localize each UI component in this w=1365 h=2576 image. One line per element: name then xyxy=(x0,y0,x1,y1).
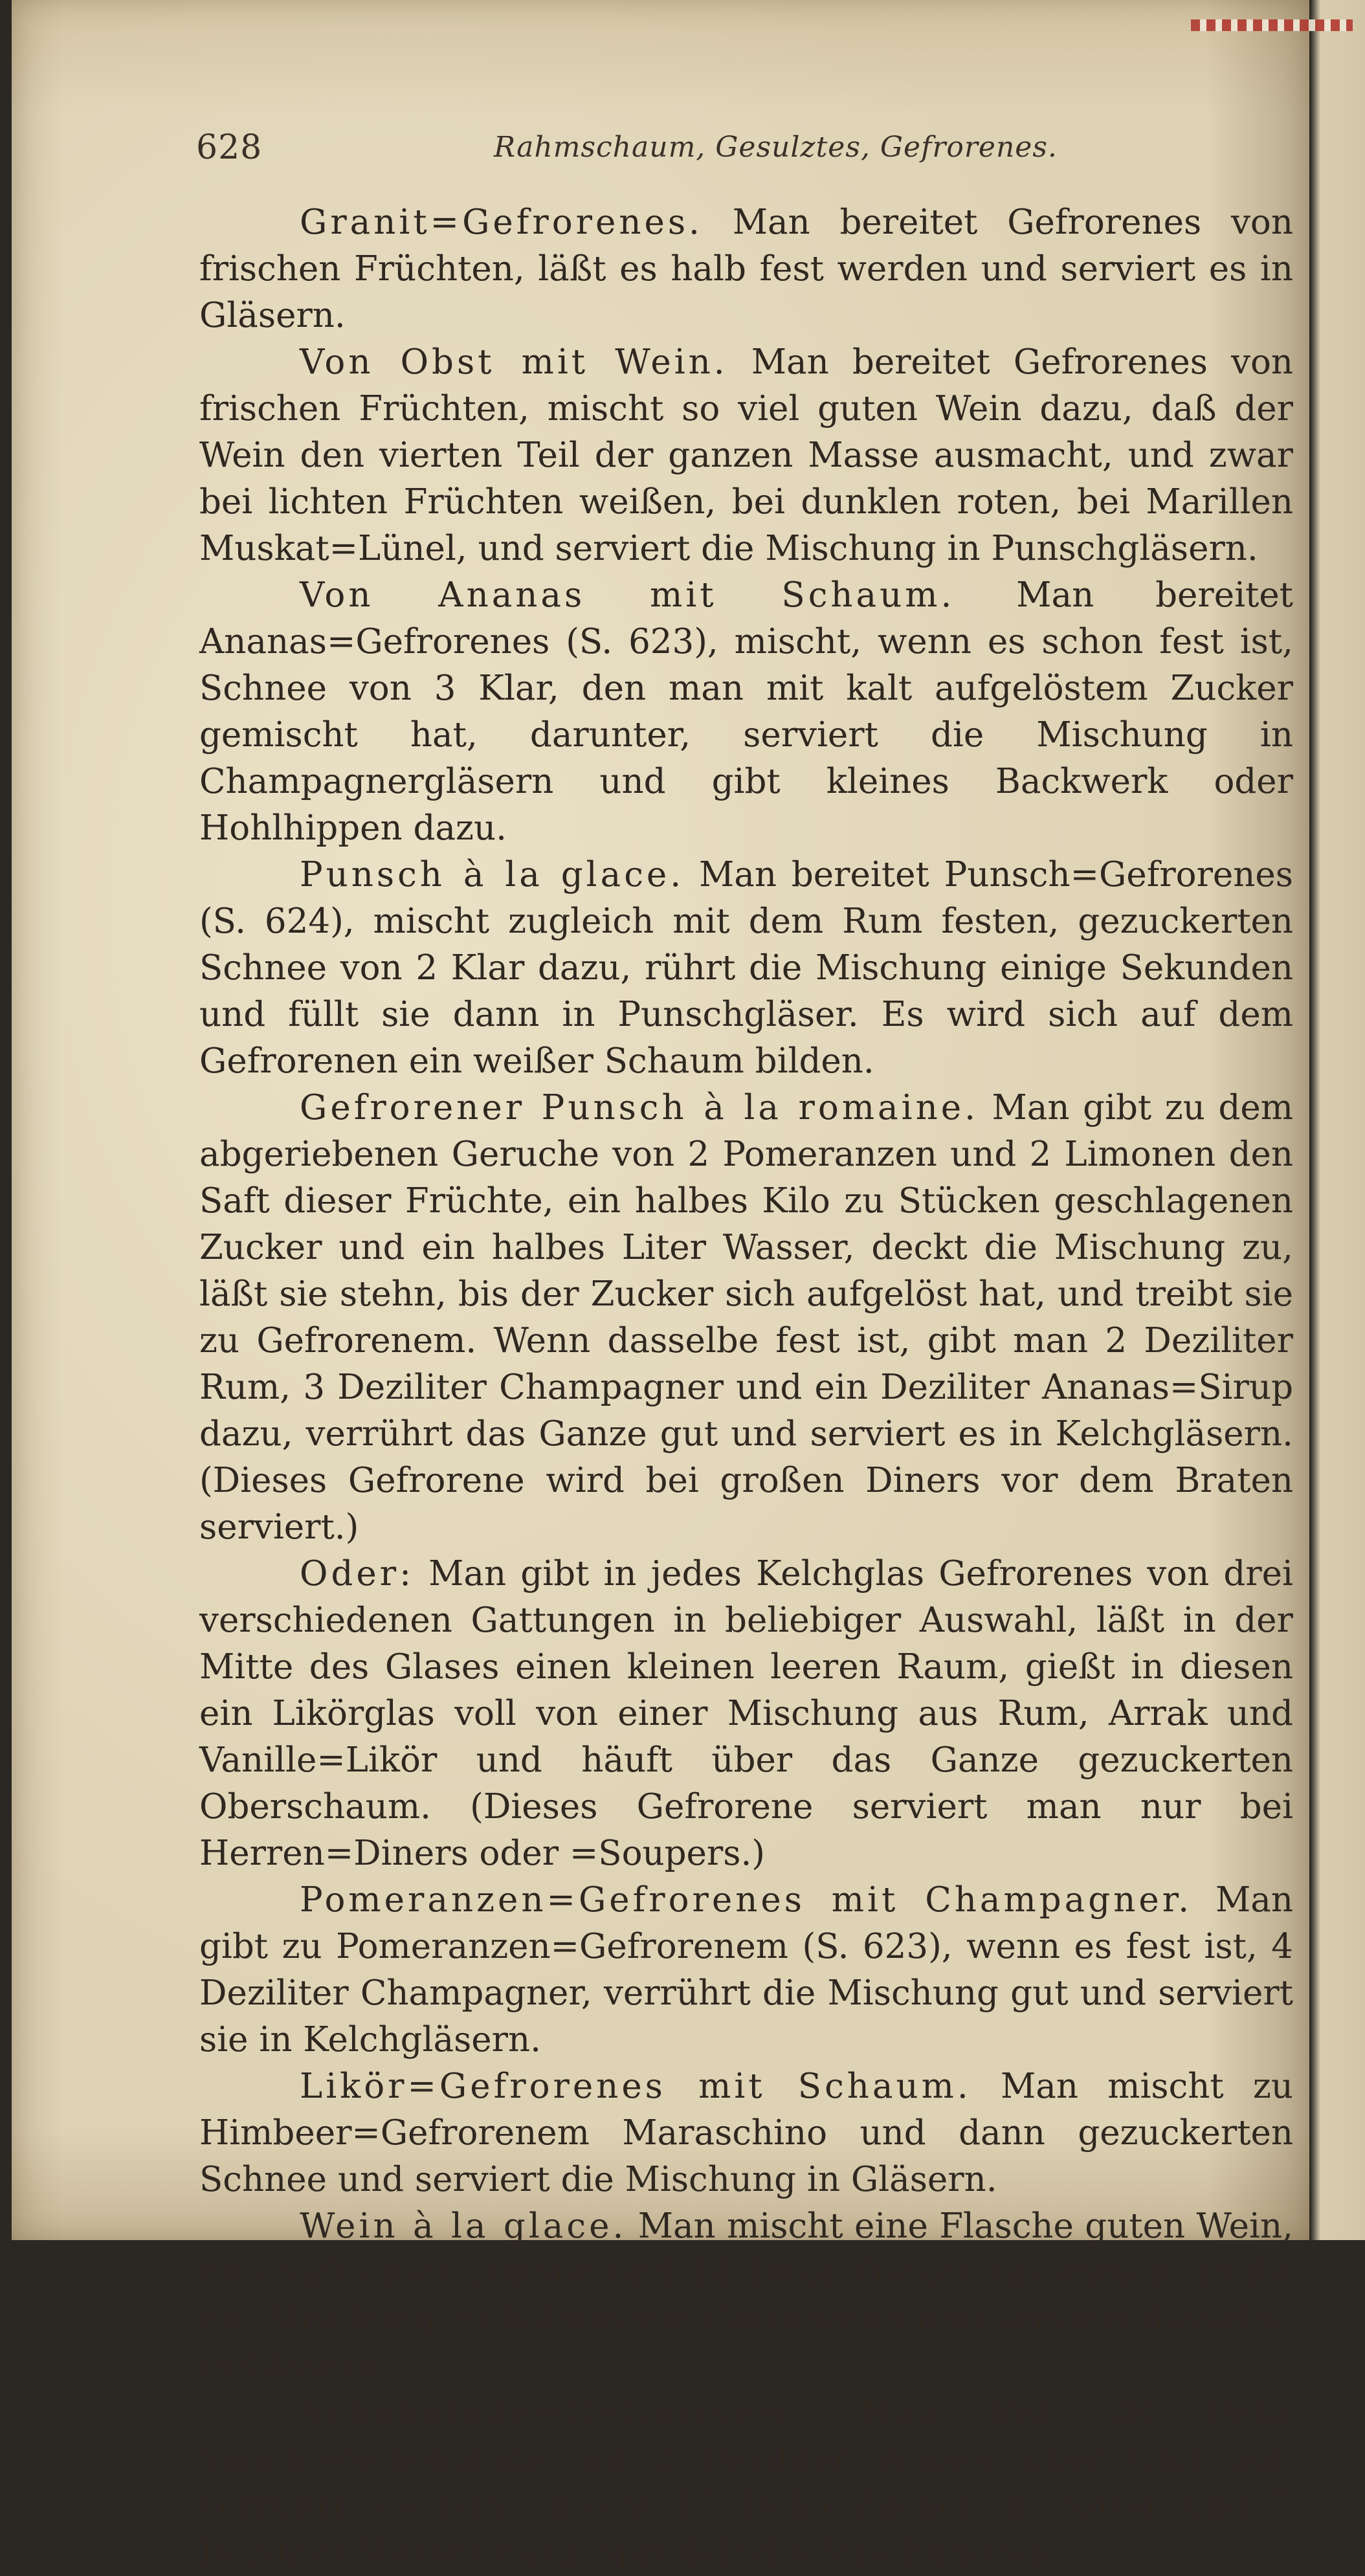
adjacent-page-edge xyxy=(1309,0,1365,2240)
recipe-body: Man löst 28 Deka Vanille=Schokolade mit 2 Deziliter Wasser über Glut auf, verrührt sie fein, mischt 17 Deka Zucker, 8 Dotter und 7 Deziliter Wasser dazu, sprudelt die Mischung wie xyxy=(199,2393,1293,2572)
recipe-title: Gefrorener Punsch à la romaine. xyxy=(300,1088,979,1127)
recipe-title: Wein à la glace. xyxy=(300,2206,627,2246)
recipe-body: Man bereitet Gefrorenes von frischen Früchten, mischt so viel guten Wein dazu, daß der Wein den vierten Teil der ganzen Masse ausmacht, und zwar bei lichten Früchten weißen, bei dunklen roten, bei Marillen Muskat=Lünel, und serviert die Mischung in Punschgläsern. xyxy=(199,342,1293,568)
book-page xyxy=(12,0,1309,2572)
paragraph-likoer-mit-schaum xyxy=(199,2063,1293,2203)
recipe-title: Granit=Gefrorenes. xyxy=(300,203,703,242)
paragraph-punsch-a-la-glace xyxy=(199,852,1293,1085)
paragraph-punsch-a-la-romaine xyxy=(199,1085,1293,1551)
recipe-body: Man bereitet Punsch=Gefrorenes (S. 624), mischt zugleich mit dem Rum festen, gezuckerten Schnee von 2 Klar dazu, rührt die Mischung einige Sekunden und füllt sie dann in Punschgläser. Es wird sich auf dem Gefrorenen ein weißer Schaum bilden. xyxy=(199,855,1293,1081)
recipe-body: Man mischt zu Himbeer=Gefrorenem Maraschino und dann gezuckerten Schnee und serviert die Mischung in Gläsern. xyxy=(199,2067,1293,2199)
paragraph-wein-a-la-glace xyxy=(199,2203,1293,2390)
recipe-body: Man gibt in jedes Kelchglas Gefrorenes von drei verschiedenen Gattungen in beliebiger Auswahl, läßt in der Mitte des Glases einen kleinen leeren Raum, gießt in diesen ein Likörglas voll von einer Mischung aus Rum, Arrak und Vanille=Likör und häuft über das Ganze gezuckerten Oberschaum. (Dieses Gefrorene serviert man nur bei Herren=Diners oder =Soupers.) xyxy=(199,1554,1293,1873)
recipe-body: Man gibt zu Pomeranzen=Gefrorenem (S. 623), wenn es fest ist, 4 Deziliter Champagner, verrührt die Mischung gut und serviert sie in Kelchgläsern. xyxy=(199,1880,1293,2060)
page-number: 628 xyxy=(196,128,263,167)
recipe-title: Oder: xyxy=(300,1554,414,1593)
recipe-body: Man gibt zu dem abgeriebenen Geruche von 2 Pomeranzen und 2 Limonen den Saft dieser Früchte, ein halbes Kilo zu Stücken geschlagenen Zucker und ein halbes Liter Wasser, deckt die Mischung zu, läßt sie stehn, bis der Zucker sich aufgelöst hat, und treibt sie zu Gefrorenem. Wenn dasselbe fest ist, gibt man 2 Deziliter Rum, 3 Deziliter Champagner und ein Deziliter Ananas=Sirup dazu, verrührt das Ganze gut und serviert es in Kelchgläsern. (Dieses Gefrorene wird bei großen Diners vor dem Braten serviert.) xyxy=(199,1088,1293,1547)
recipe-body: Man mischt eine Flasche guten Wein, den Saft einer Limone und 14 Deka Zucker zusammen, treibt die Mischung zu halbfestem Gefrorenen und serviert dasselbe in Gläsern. xyxy=(199,2206,1293,2386)
recipe-title: Von Ananas mit Schaum. xyxy=(300,575,955,615)
paragraph-ananas-mit-schaum xyxy=(199,572,1293,852)
recipe-title: Von Obst mit Wein. xyxy=(300,342,728,382)
recipe-title: Punsch à la glace. xyxy=(300,855,685,894)
running-head: Rahmschaum, Gesulztes, Gefrorenes. xyxy=(494,131,1058,164)
paragraph-pomeranzen-champagner xyxy=(199,1877,1293,2063)
recipe-title: Pomeranzen=Gefrorenes mit Champagner. xyxy=(300,1880,1193,1920)
recipe-text xyxy=(199,199,1293,2576)
recipe-body: Man bereitet Ananas=Gefrorenes (S. 623), mischt, wenn es schon fest ist, Schnee von 3 Klar, den man mit kalt aufgelöstem Zucker gemischt hat, darunter, serviert die Mischung in Champagnergläsern und gibt kleines Backwerk oder Hohlhippen dazu. xyxy=(199,575,1293,848)
paragraph-oder xyxy=(199,1551,1293,1877)
paragraph-granit xyxy=(199,199,1293,339)
recipe-body: Man bereitet Gefrorenes von frischen Früchten, läßt es halb fest werden und serviert es in Gläsern. xyxy=(199,203,1293,335)
page-header xyxy=(196,128,1296,167)
recipe-title: Likör=Gefrorenes mit Schaum. xyxy=(300,2067,971,2106)
bookmark-strip xyxy=(1191,19,1353,31)
paragraph-obst-mit-wein xyxy=(199,339,1293,572)
paragraph-schokolade xyxy=(199,2390,1293,2576)
recipe-title: Schokolade=Gefrorenes. xyxy=(300,2393,806,2432)
